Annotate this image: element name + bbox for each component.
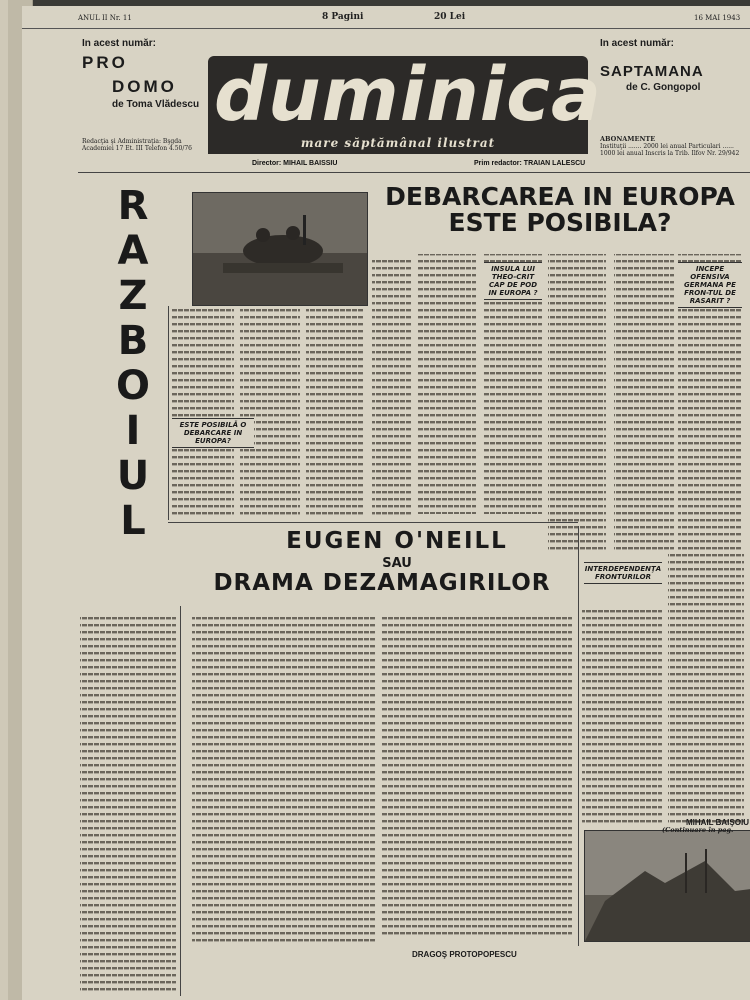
col-rule: [180, 606, 181, 996]
byline-baissiu: MIHAIL BAIŞOIU: [686, 818, 749, 827]
left-kicker: In acest număr:: [82, 38, 156, 49]
domo-text: DOMO: [112, 77, 177, 96]
box-interdependenta: INTERDEPENDENŢA FRONTURILOR: [584, 562, 662, 584]
drama-headline: DRAMA DEZAMAGIRILOR: [213, 570, 551, 596]
headline-line1: DEBARCAREA IN EUROPA: [385, 182, 735, 211]
issue-number: ANUL II Nr. 11: [78, 14, 132, 22]
col-rule: [168, 306, 169, 520]
price: 20 Lei: [434, 12, 466, 22]
eugen-sau: SAU: [382, 556, 412, 571]
right-author: de C. Gongopol: [626, 82, 701, 93]
page-count: 8 Pagini: [322, 12, 364, 22]
right-kicker: In acest număr:: [600, 38, 674, 49]
byline-dragos: DRAGOŞ PROTOPOPESCU: [412, 950, 517, 959]
logo-title: duminica: [214, 52, 602, 138]
letter: B: [117, 318, 149, 364]
section-rule: [168, 522, 578, 523]
director-name: Director: MIHAIL BAISSIU: [252, 160, 338, 167]
headline-line2: ESTE POSIBILA?: [448, 208, 672, 237]
continuation-note: (Continuare în pag.: [662, 826, 734, 834]
subscriptions-title: ABONAMENTE: [600, 135, 656, 143]
redactor-name: Prim redactor: TRAIAN LALESCU: [474, 160, 586, 167]
letter: Z: [118, 273, 148, 319]
box-insula: INSULA LUI THEO-CRIT CAP DE POD IN EUROPA ?: [484, 262, 542, 300]
pro-text: PRO: [82, 53, 128, 72]
box-incepe: INCEPE OFENSIVA GERMANA PE FRON-TUL DE RASARIT ?: [678, 262, 742, 308]
letter: U: [116, 453, 150, 499]
letter: O: [115, 363, 150, 409]
eugen-title: [232, 528, 562, 571]
letter: A: [117, 228, 149, 274]
subscriptions-text: Instituţii ....... 2000 lei anual Particulari ...... 1000 lei anual Inscris la Trib. Ilfov Nr. 29/942: [600, 143, 740, 157]
col-rule: [578, 526, 579, 946]
editorial-address: Redacţia şi Administraţia: Bşgda Academiei 17 Et. III Telefon 4.50/76: [82, 138, 192, 152]
newspaper-page: [22, 6, 750, 1000]
letter: L: [120, 498, 146, 544]
letter: I: [125, 408, 141, 454]
logo-subtitle: mare săptămânal ilustrat: [300, 136, 496, 150]
battle-photo: [584, 830, 750, 942]
left-author: de Toma Vlădescu: [112, 99, 200, 110]
eugen-name: EUGEN O'NEILL: [286, 528, 508, 554]
box-posibila: ESTE POSIBILĂ O DEBARCARE IN EUROPA?: [172, 418, 254, 448]
letter: R: [117, 183, 149, 229]
saptamana-text: SAPTAMANA: [600, 63, 704, 80]
issue-date: 16 MAI 1943: [694, 14, 741, 22]
